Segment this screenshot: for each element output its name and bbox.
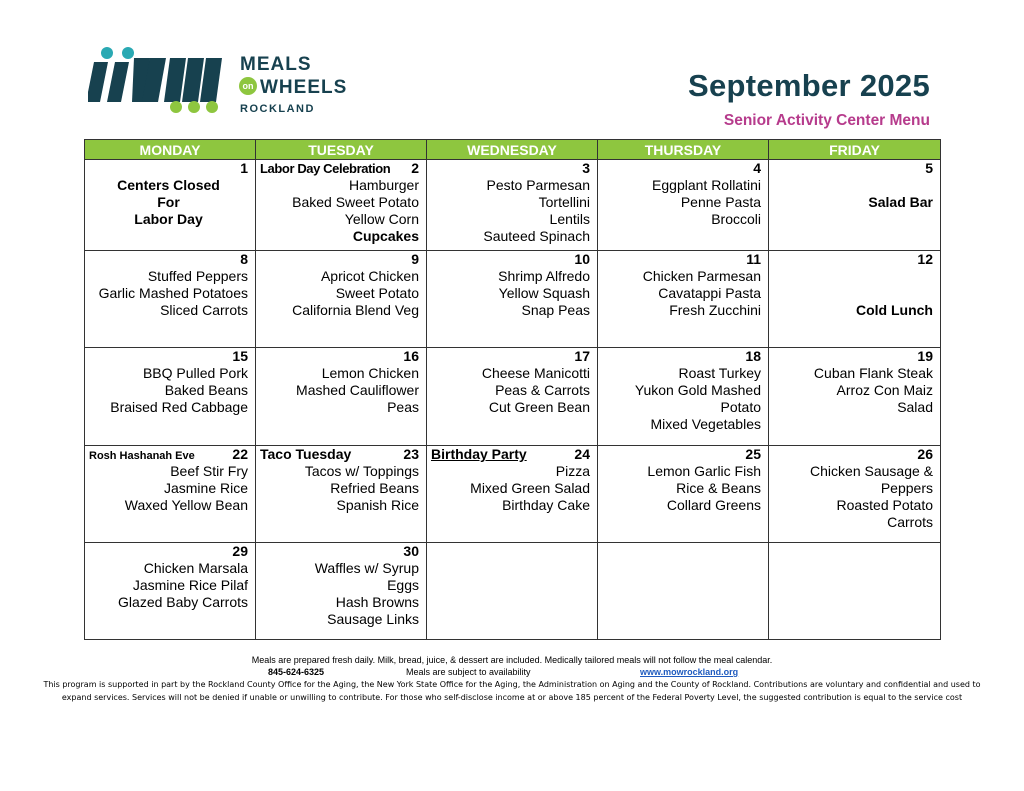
day-cell xyxy=(769,446,941,543)
day-cell xyxy=(598,543,769,640)
menu-items xyxy=(89,560,248,611)
menu-item: Waxed Yellow Bean xyxy=(124,497,248,513)
svg-text:ROCKLAND: ROCKLAND xyxy=(240,103,315,115)
menu-item: Sliced Carrots xyxy=(160,302,248,318)
menu-item: Cavatappi Pasta xyxy=(658,285,761,301)
menu-items xyxy=(431,463,590,514)
menu-item: BBQ Pulled Pork xyxy=(142,365,248,381)
week-row xyxy=(85,160,941,251)
day-number: 25 xyxy=(745,446,761,462)
svg-text:WHEELS: WHEELS xyxy=(260,77,348,98)
menu-item: Eggs xyxy=(387,577,419,593)
menu-items xyxy=(260,463,419,514)
menu-items xyxy=(602,365,761,433)
menu-item: Waffles w/ Syrup xyxy=(314,560,419,576)
day-number: 3 xyxy=(582,160,590,176)
menu-item: Yellow Squash xyxy=(498,285,590,301)
menu-items xyxy=(602,177,761,228)
day-cell xyxy=(256,251,427,348)
logo-dot-bottom-1 xyxy=(170,101,182,113)
weekday-header: MONDAY xyxy=(85,140,256,160)
day-header xyxy=(602,543,761,560)
menu-item: Glazed Baby Carrots xyxy=(118,594,248,610)
menu-item: Mixed Vegetables xyxy=(650,416,761,432)
day-cell xyxy=(256,446,427,543)
day-cell xyxy=(256,543,427,640)
menu-item: Sauteed Spinach xyxy=(483,228,590,244)
logo-dot-top-1 xyxy=(101,47,113,59)
menu-item: Apricot Chicken xyxy=(320,268,419,284)
day-number: 11 xyxy=(746,251,761,267)
menu-item: Roast Turkey xyxy=(678,365,761,381)
menu-item: Salad Bar xyxy=(868,194,933,210)
menu-item: Carrots xyxy=(887,514,933,530)
menu-items xyxy=(260,177,419,245)
menu-item: Rice & Beans xyxy=(676,480,761,496)
menu-item: Eggplant Rollatini xyxy=(652,177,761,193)
day-number: 8 xyxy=(240,251,248,267)
menu-items xyxy=(89,268,248,319)
menu-item: Broccoli xyxy=(711,211,761,227)
menu-item: Fresh Zucchini xyxy=(669,302,761,318)
day-header xyxy=(260,543,419,560)
weekday-header: TUESDAY xyxy=(256,140,427,160)
menu-items xyxy=(89,177,248,228)
menu-item: Collard Greens xyxy=(666,497,761,513)
day-number: 30 xyxy=(403,543,419,559)
day-cell xyxy=(85,160,256,251)
day-cell xyxy=(769,348,941,446)
logo-dot-top-2 xyxy=(122,47,134,59)
day-header xyxy=(89,160,248,177)
menu-item: Lentils xyxy=(549,211,590,227)
day-cell xyxy=(598,251,769,348)
menu-item: Cut Green Bean xyxy=(488,399,590,415)
menu-item: Tacos w/ Toppings xyxy=(304,463,419,479)
week-row xyxy=(85,446,941,543)
menu-item: California Blend Veg xyxy=(292,302,419,318)
menu-item: Refried Beans xyxy=(330,480,419,496)
day-header xyxy=(260,348,419,365)
menu-item: Yukon Gold Mashed xyxy=(634,382,761,398)
day-event-label: Birthday Party xyxy=(431,446,527,462)
menu-item: Lemon Garlic Fish xyxy=(647,463,761,479)
day-number: 10 xyxy=(574,251,590,267)
menu-item: Jasmine Rice Pilaf xyxy=(132,577,248,593)
day-number: 1 xyxy=(240,160,248,176)
day-header xyxy=(431,446,590,463)
menu-item: Potato xyxy=(720,399,761,415)
day-number: 26 xyxy=(917,446,933,462)
menu-item xyxy=(773,177,933,194)
menu-item: Birthday Cake xyxy=(502,497,590,513)
day-header xyxy=(773,543,933,560)
menu-items xyxy=(431,177,590,245)
menu-item: Spanish Rice xyxy=(336,497,419,513)
menu-item: Peas xyxy=(387,399,419,415)
weekday-header-row xyxy=(85,140,941,160)
day-cell xyxy=(769,160,941,251)
menu-items xyxy=(431,268,590,319)
menu-item: Chicken Sausage & xyxy=(810,463,933,479)
day-cell xyxy=(769,543,941,640)
day-number: 22 xyxy=(232,446,248,462)
menu-items xyxy=(260,560,419,628)
day-header xyxy=(431,251,590,268)
menu-item: Lemon Chicken xyxy=(321,365,419,381)
menu-item: Mashed Cauliflower xyxy=(296,382,419,398)
menu-item: For xyxy=(157,194,180,210)
day-number: 23 xyxy=(403,446,419,462)
menu-items xyxy=(431,365,590,416)
menu-item: Stuffed Peppers xyxy=(147,268,248,284)
menu-item xyxy=(773,268,933,285)
logo-dot-bottom-3 xyxy=(206,101,218,113)
menu-item: Snap Peas xyxy=(521,302,590,318)
menu-items xyxy=(773,268,933,319)
week-row xyxy=(85,251,941,348)
day-cell xyxy=(427,446,598,543)
day-cell xyxy=(598,446,769,543)
menu-item: Arroz Con Maiz xyxy=(836,382,933,398)
footer-meal-note: Meals are prepared fresh daily. Milk, bread, juice, & dessert are included. Medically tailored meals will not follow the meal calendar. xyxy=(251,655,773,665)
menu-item: Sausage Links xyxy=(327,611,419,627)
day-number: 9 xyxy=(411,251,419,267)
day-header xyxy=(431,160,590,177)
menu-item: Roasted Potato xyxy=(836,497,933,513)
menu-items xyxy=(773,463,933,531)
day-header xyxy=(602,348,761,365)
footer-availability: Meals are subject to availability xyxy=(406,667,531,677)
menu-item: Hamburger xyxy=(348,177,419,193)
menu-calendar xyxy=(84,139,941,640)
day-number: 16 xyxy=(403,348,419,364)
menu-item: Cheese Manicotti xyxy=(481,365,590,381)
menu-item: Chicken Parmesan xyxy=(642,268,761,284)
menu-item: Garlic Mashed Potatoes xyxy=(98,285,248,301)
menu-item: Salad xyxy=(897,399,933,415)
day-header xyxy=(773,251,933,268)
day-header xyxy=(89,446,248,463)
day-event-label: Taco Tuesday xyxy=(260,446,352,462)
menu-items xyxy=(89,365,248,416)
day-number: 19 xyxy=(917,348,933,364)
day-number: 15 xyxy=(232,348,248,364)
day-cell xyxy=(85,251,256,348)
day-cell xyxy=(598,160,769,251)
svg-text:MEALS: MEALS xyxy=(240,54,312,75)
day-number: 5 xyxy=(925,160,933,176)
day-header xyxy=(260,251,419,268)
day-cell xyxy=(85,348,256,446)
day-cell xyxy=(256,160,427,251)
menu-items xyxy=(602,268,761,319)
day-header xyxy=(89,543,248,560)
day-cell xyxy=(85,446,256,543)
menu-items xyxy=(260,365,419,416)
menu-item: Yellow Corn xyxy=(344,211,419,227)
menu-item: Mixed Green Salad xyxy=(470,480,590,496)
day-cell xyxy=(598,348,769,446)
menu-item: Baked Sweet Potato xyxy=(292,194,419,210)
day-cell xyxy=(427,543,598,640)
week-row xyxy=(85,348,941,446)
menu-item: Pesto Parmesan xyxy=(486,177,590,193)
menu-item xyxy=(773,285,933,302)
day-number: 29 xyxy=(232,543,248,559)
menu-item: Pizza xyxy=(555,463,590,479)
day-number: 18 xyxy=(745,348,761,364)
menu-items xyxy=(260,268,419,319)
menu-items xyxy=(773,365,933,416)
weekday-header: WEDNESDAY xyxy=(427,140,598,160)
day-header xyxy=(602,446,761,463)
menu-items xyxy=(773,177,933,211)
day-header xyxy=(773,160,933,177)
menu-item: Peas & Carrots xyxy=(495,382,590,398)
menu-item: Cuban Flank Steak xyxy=(813,365,933,381)
menu-item: Tortellini xyxy=(538,194,590,210)
day-event-label: Rosh Hashanah Eve xyxy=(89,450,195,462)
menu-item: Sweet Potato xyxy=(335,285,419,301)
menu-item: Penne Pasta xyxy=(680,194,761,210)
day-header xyxy=(89,348,248,365)
day-cell xyxy=(427,348,598,446)
day-header xyxy=(89,251,248,268)
menu-item: Baked Beans xyxy=(164,382,248,398)
menu-item: Centers Closed xyxy=(117,177,220,193)
calendar-title: September 2025 xyxy=(688,68,930,103)
menu-item: Beef Stir Fry xyxy=(170,463,248,479)
day-cell xyxy=(427,160,598,251)
svg-text:on: on xyxy=(242,81,254,91)
menu-item: Cupcakes xyxy=(352,228,419,244)
menu-item: Labor Day xyxy=(134,211,203,227)
logo-dot-bottom-2 xyxy=(188,101,200,113)
menu-items xyxy=(89,463,248,514)
day-cell xyxy=(85,543,256,640)
day-event-label: Labor Day Celebration xyxy=(260,161,391,176)
day-header xyxy=(602,160,761,177)
day-header xyxy=(602,251,761,268)
week-row xyxy=(85,543,941,640)
day-number: 17 xyxy=(574,348,590,364)
menu-item: Hash Browns xyxy=(335,594,419,610)
day-number: 2 xyxy=(411,160,419,176)
menu-items xyxy=(602,463,761,514)
calendar-subtitle: Senior Activity Center Menu xyxy=(723,112,930,129)
meals-on-wheels-logo xyxy=(88,44,368,116)
day-cell xyxy=(427,251,598,348)
menu-item: Shrimp Alfredo xyxy=(498,268,590,284)
day-cell xyxy=(256,348,427,446)
menu-item: Jasmine Rice xyxy=(163,480,248,496)
day-header xyxy=(773,348,933,365)
menu-item: Braised Red Cabbage xyxy=(110,399,248,415)
day-number: 4 xyxy=(753,160,761,176)
menu-item: Chicken Marsala xyxy=(143,560,248,576)
menu-item: Peppers xyxy=(880,480,933,496)
day-header xyxy=(431,543,590,560)
weekday-header: THURSDAY xyxy=(598,140,769,160)
day-header xyxy=(431,348,590,365)
day-cell xyxy=(769,251,941,348)
footer-disclaimer: This program is supported in part by the Rockland County Office for the Aging, the New York State Office for the Aging, the Administration on Aging and the County of Rockland. Contributions are voluntary and confidential and used to expand services. Services will not be denied if unable or unwilling to contribute. For those who self-disclose income at or above 185 percent of the Federal Poverty Level, the suggested contribution is equal to the service cost xyxy=(43,680,981,702)
footer-phone: 845-624-6325 xyxy=(268,667,325,677)
day-header xyxy=(260,446,419,463)
day-header xyxy=(773,446,933,463)
menu-item: Cold Lunch xyxy=(856,302,933,318)
day-header xyxy=(260,160,419,177)
weekday-header: FRIDAY xyxy=(769,140,941,160)
footer-website-link[interactable]: www.mowrockland.org xyxy=(640,667,739,677)
day-number: 24 xyxy=(574,446,590,462)
day-number: 12 xyxy=(917,251,933,267)
